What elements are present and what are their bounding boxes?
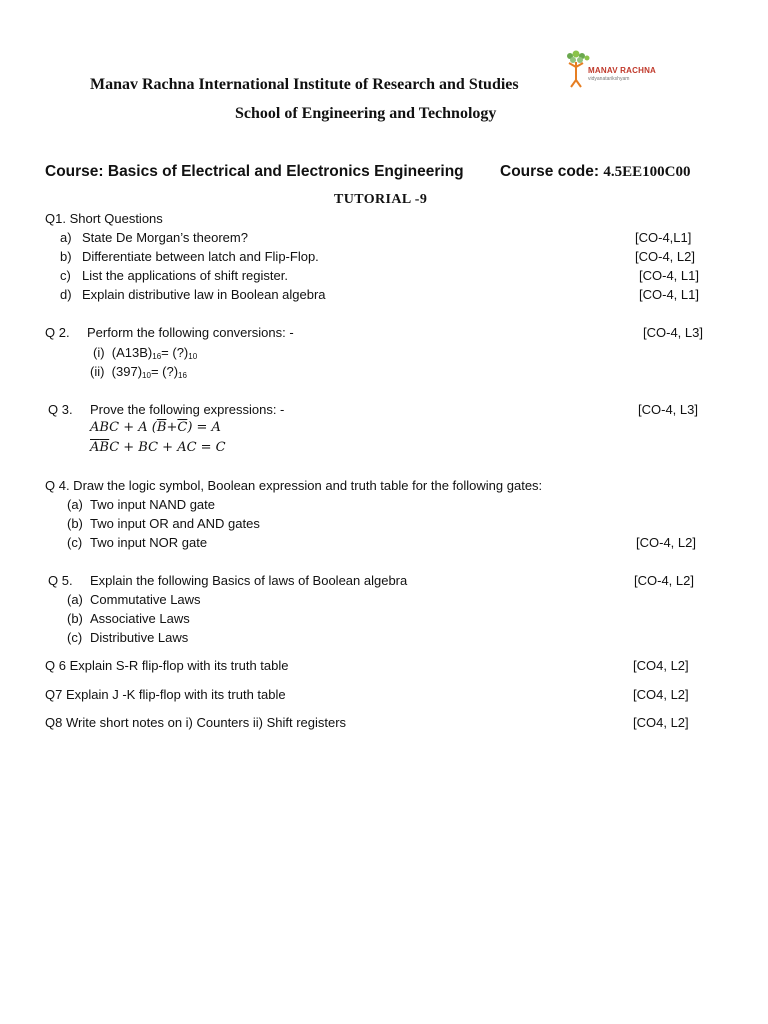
q2-co: [CO-4, L3]	[643, 325, 703, 340]
q2-item-i-base-to: 10	[188, 352, 198, 361]
logo-name: MANAV RACHNA	[588, 66, 657, 75]
q5-text: Explain the following Basics of laws of Boolean algebra	[90, 573, 408, 588]
q1-title: Q1. Short Questions	[45, 211, 163, 226]
logo-tagline: vidyanatarikshyam	[588, 76, 630, 82]
q1-item-c-co: [CO-4, L1]	[639, 268, 699, 283]
q2-number: Q 2.	[45, 325, 70, 340]
q1-item-b-marker: b)	[60, 249, 72, 264]
q4-item-b-marker: (b)	[67, 516, 83, 531]
q2-item-i-marker: (i)	[93, 345, 105, 360]
q1-item-b-co: [CO-4, L2]	[635, 249, 695, 264]
institute-name: Manav Rachna International Institute of Research and Studies	[90, 76, 519, 93]
q7-text: Q7 Explain J -K flip-flop with its truth table	[45, 687, 286, 702]
q4-text: Q 4. Draw the logic symbol, Boolean expression and truth table for the following gates:	[45, 478, 543, 493]
q1-item-b-text: Differentiate between latch and Flip-Flop.	[82, 249, 319, 264]
q2-item-i-eq: = (?)	[161, 345, 189, 360]
q2-item-ii-base-from: 10	[142, 371, 151, 380]
q4-item-c-marker: (c)	[67, 535, 83, 550]
q4-co: [CO-4, L2]	[636, 535, 696, 550]
q5-item-b-marker: (b)	[67, 611, 83, 626]
q3-number: Q 3.	[48, 402, 73, 417]
course-code-label: Course code:	[500, 163, 600, 180]
q2-item-ii-eq: = (?)	[150, 364, 179, 379]
q2-item-ii-expr: (397)	[111, 364, 143, 379]
q2-item-ii-base-to: 16	[178, 371, 187, 380]
q3-expression-2: $\overline{A}\overline{B}C$ + BC + AC = C	[90, 440, 226, 455]
manav-rachna-logo	[560, 50, 675, 90]
tutorial-title: TUTORIAL -9	[334, 192, 428, 207]
q8-co: [CO4, L2]	[633, 715, 689, 730]
q2-item-i	[93, 345, 197, 361]
q8-text: Q8 Write short notes on i) Counters ii) Shift registers	[45, 715, 347, 730]
q3-co: [CO-4, L3]	[638, 402, 698, 417]
q5-co: [CO-4, L2]	[634, 573, 694, 588]
q1-item-a-marker: a)	[60, 230, 72, 245]
q5-item-c-text: Distributive Laws	[90, 630, 189, 645]
q2-item-i-base-from: 16	[152, 352, 162, 361]
q6-co: [CO4, L2]	[633, 658, 689, 673]
q1-item-d-marker: d)	[60, 287, 72, 302]
course-title: Course: Basics of Electrical and Electronics Engineering	[45, 163, 464, 180]
q3-expression-1: ABC + A $(\overline{B}+\overline{C}) = A$	[90, 420, 221, 435]
course-code	[500, 163, 690, 181]
q5-item-a-marker: (a)	[67, 592, 83, 607]
q4-item-c-text: Two input NOR gate	[90, 535, 208, 550]
q2-text: Perform the following conversions: -	[87, 325, 294, 340]
school-name: School of Engineering and Technology	[235, 105, 497, 122]
q1-item-a-co: [CO-4,L1]	[635, 230, 692, 245]
q5-item-c-marker: (c)	[67, 630, 83, 645]
q7-co: [CO4, L2]	[633, 687, 689, 702]
q6-text: Q 6 Explain S-R flip-flop with its truth table	[45, 658, 289, 673]
q4-item-a-text: Two input NAND gate	[90, 497, 216, 512]
q5-item-a-text: Commutative Laws	[90, 592, 201, 607]
q2-item-ii-marker: (ii)	[90, 364, 105, 379]
q2-item-i-expr: (A13B)	[111, 345, 153, 360]
q1-item-d-co: [CO-4, L1]	[639, 287, 699, 302]
q4-item-b-text: Two input OR and AND gates	[90, 516, 260, 531]
q5-item-b-text: Associative Laws	[90, 611, 190, 626]
q1-item-c-text: List the applications of shift register.	[82, 268, 288, 283]
q5-number: Q 5.	[48, 573, 73, 588]
q3-text: Prove the following expressions: -	[90, 402, 285, 417]
q1-item-a-text: State De Morgan’s theorem?	[82, 230, 248, 245]
q4-item-a-marker: (a)	[67, 497, 83, 512]
q1-item-c-marker: c)	[60, 268, 71, 283]
q1-item-d-text: Explain distributive law in Boolean algebra	[82, 287, 326, 302]
course-code-value: 4.5EE100C00	[603, 164, 691, 180]
q2-item-ii	[90, 364, 187, 380]
